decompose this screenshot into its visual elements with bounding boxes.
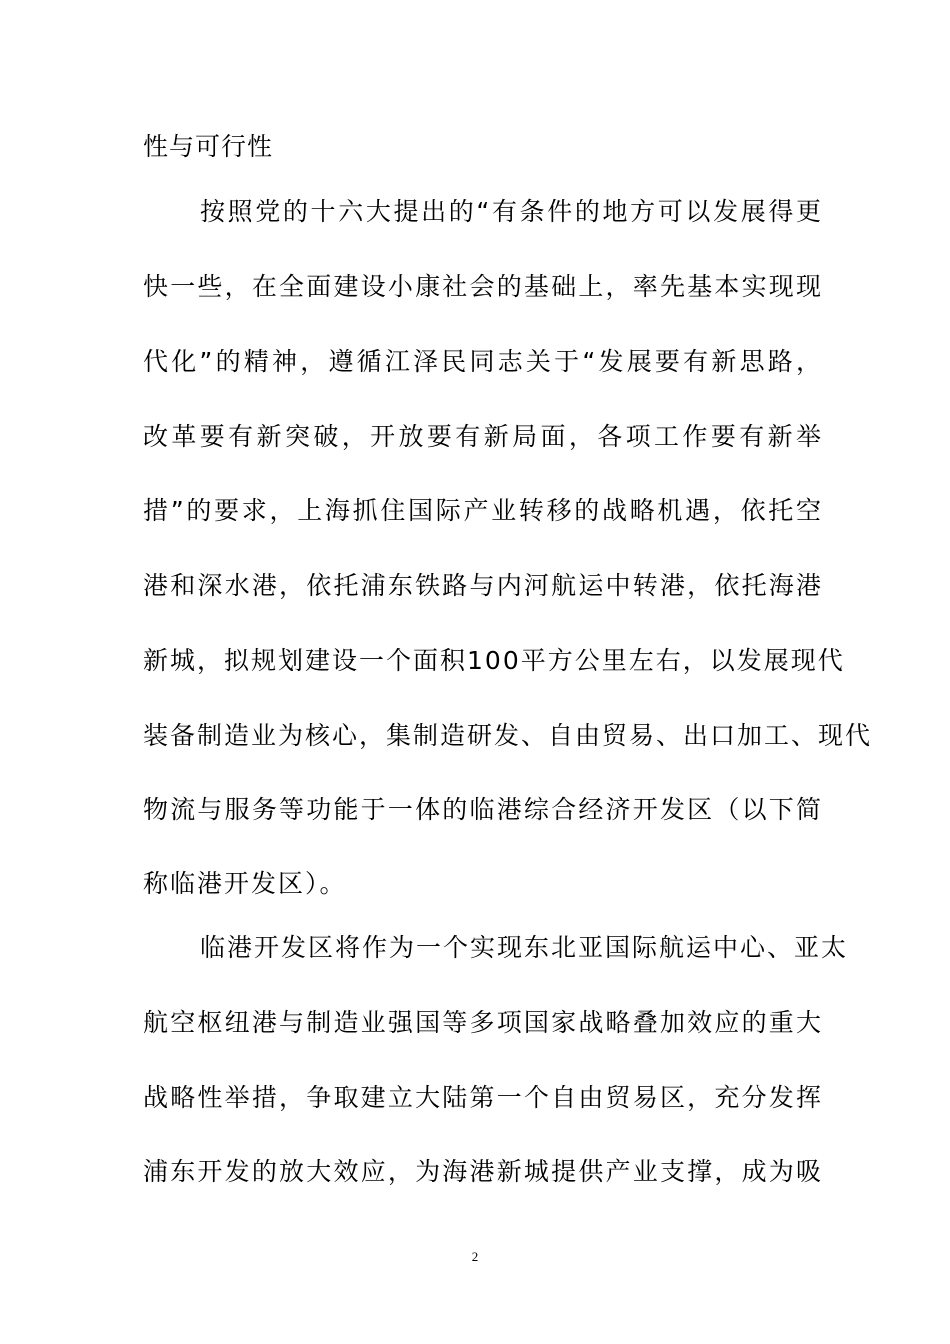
paragraph-2-line-2: 航空枢纽港与制造业强国等多项国家战略叠加效应的重大	[143, 1008, 823, 1037]
paragraph-1-line-3: 代化”的精神，遵循江泽民同志关于“发展要有新思路，	[143, 347, 823, 376]
paragraph-1-line-6: 港和深水港，依托浦东铁路与内河航运中转港，依托海港	[143, 571, 823, 600]
paragraph-2-line-4: 浦东开发的放大效应，为海港新城提供产业支撑，成为吸	[143, 1157, 823, 1186]
section-heading-fragment: 性与可行性	[143, 132, 274, 161]
paragraph-1-line-10: 称临港开发区）。	[143, 869, 347, 898]
paragraph-1-line-7: 新城，拟规划建设一个面积100平方公里左右，以发展现代	[143, 646, 845, 675]
paragraph-2-line-3: 战略性举措，争取建立大陆第一个自由贸易区，充分发挥	[143, 1083, 823, 1112]
paragraph-1-line-4: 改革要有新突破，开放要有新局面，各项工作要有新举	[143, 422, 823, 451]
paragraph-2-line-1: 临港开发区将作为一个实现东北亚国际航运中心、亚太	[200, 933, 849, 962]
page-number: 2	[471, 1249, 479, 1264]
paragraph-1-line-8: 装备制造业为核心，集制造研发、自由贸易、出口加工、现代	[143, 721, 873, 750]
paragraph-1-line-2: 快一些，在全面建设小康社会的基础上，率先基本实现现	[143, 272, 823, 301]
paragraph-1-line-9: 物流与服务等功能于一体的临港综合经济开发区（以下简	[143, 795, 823, 824]
paragraph-1-line-5: 措”的要求，上海抓住国际产业转移的战略机遇，依托空	[143, 496, 823, 525]
paragraph-1-line-1: 按照党的十六大提出的“有条件的地方可以发展得更	[200, 197, 823, 226]
